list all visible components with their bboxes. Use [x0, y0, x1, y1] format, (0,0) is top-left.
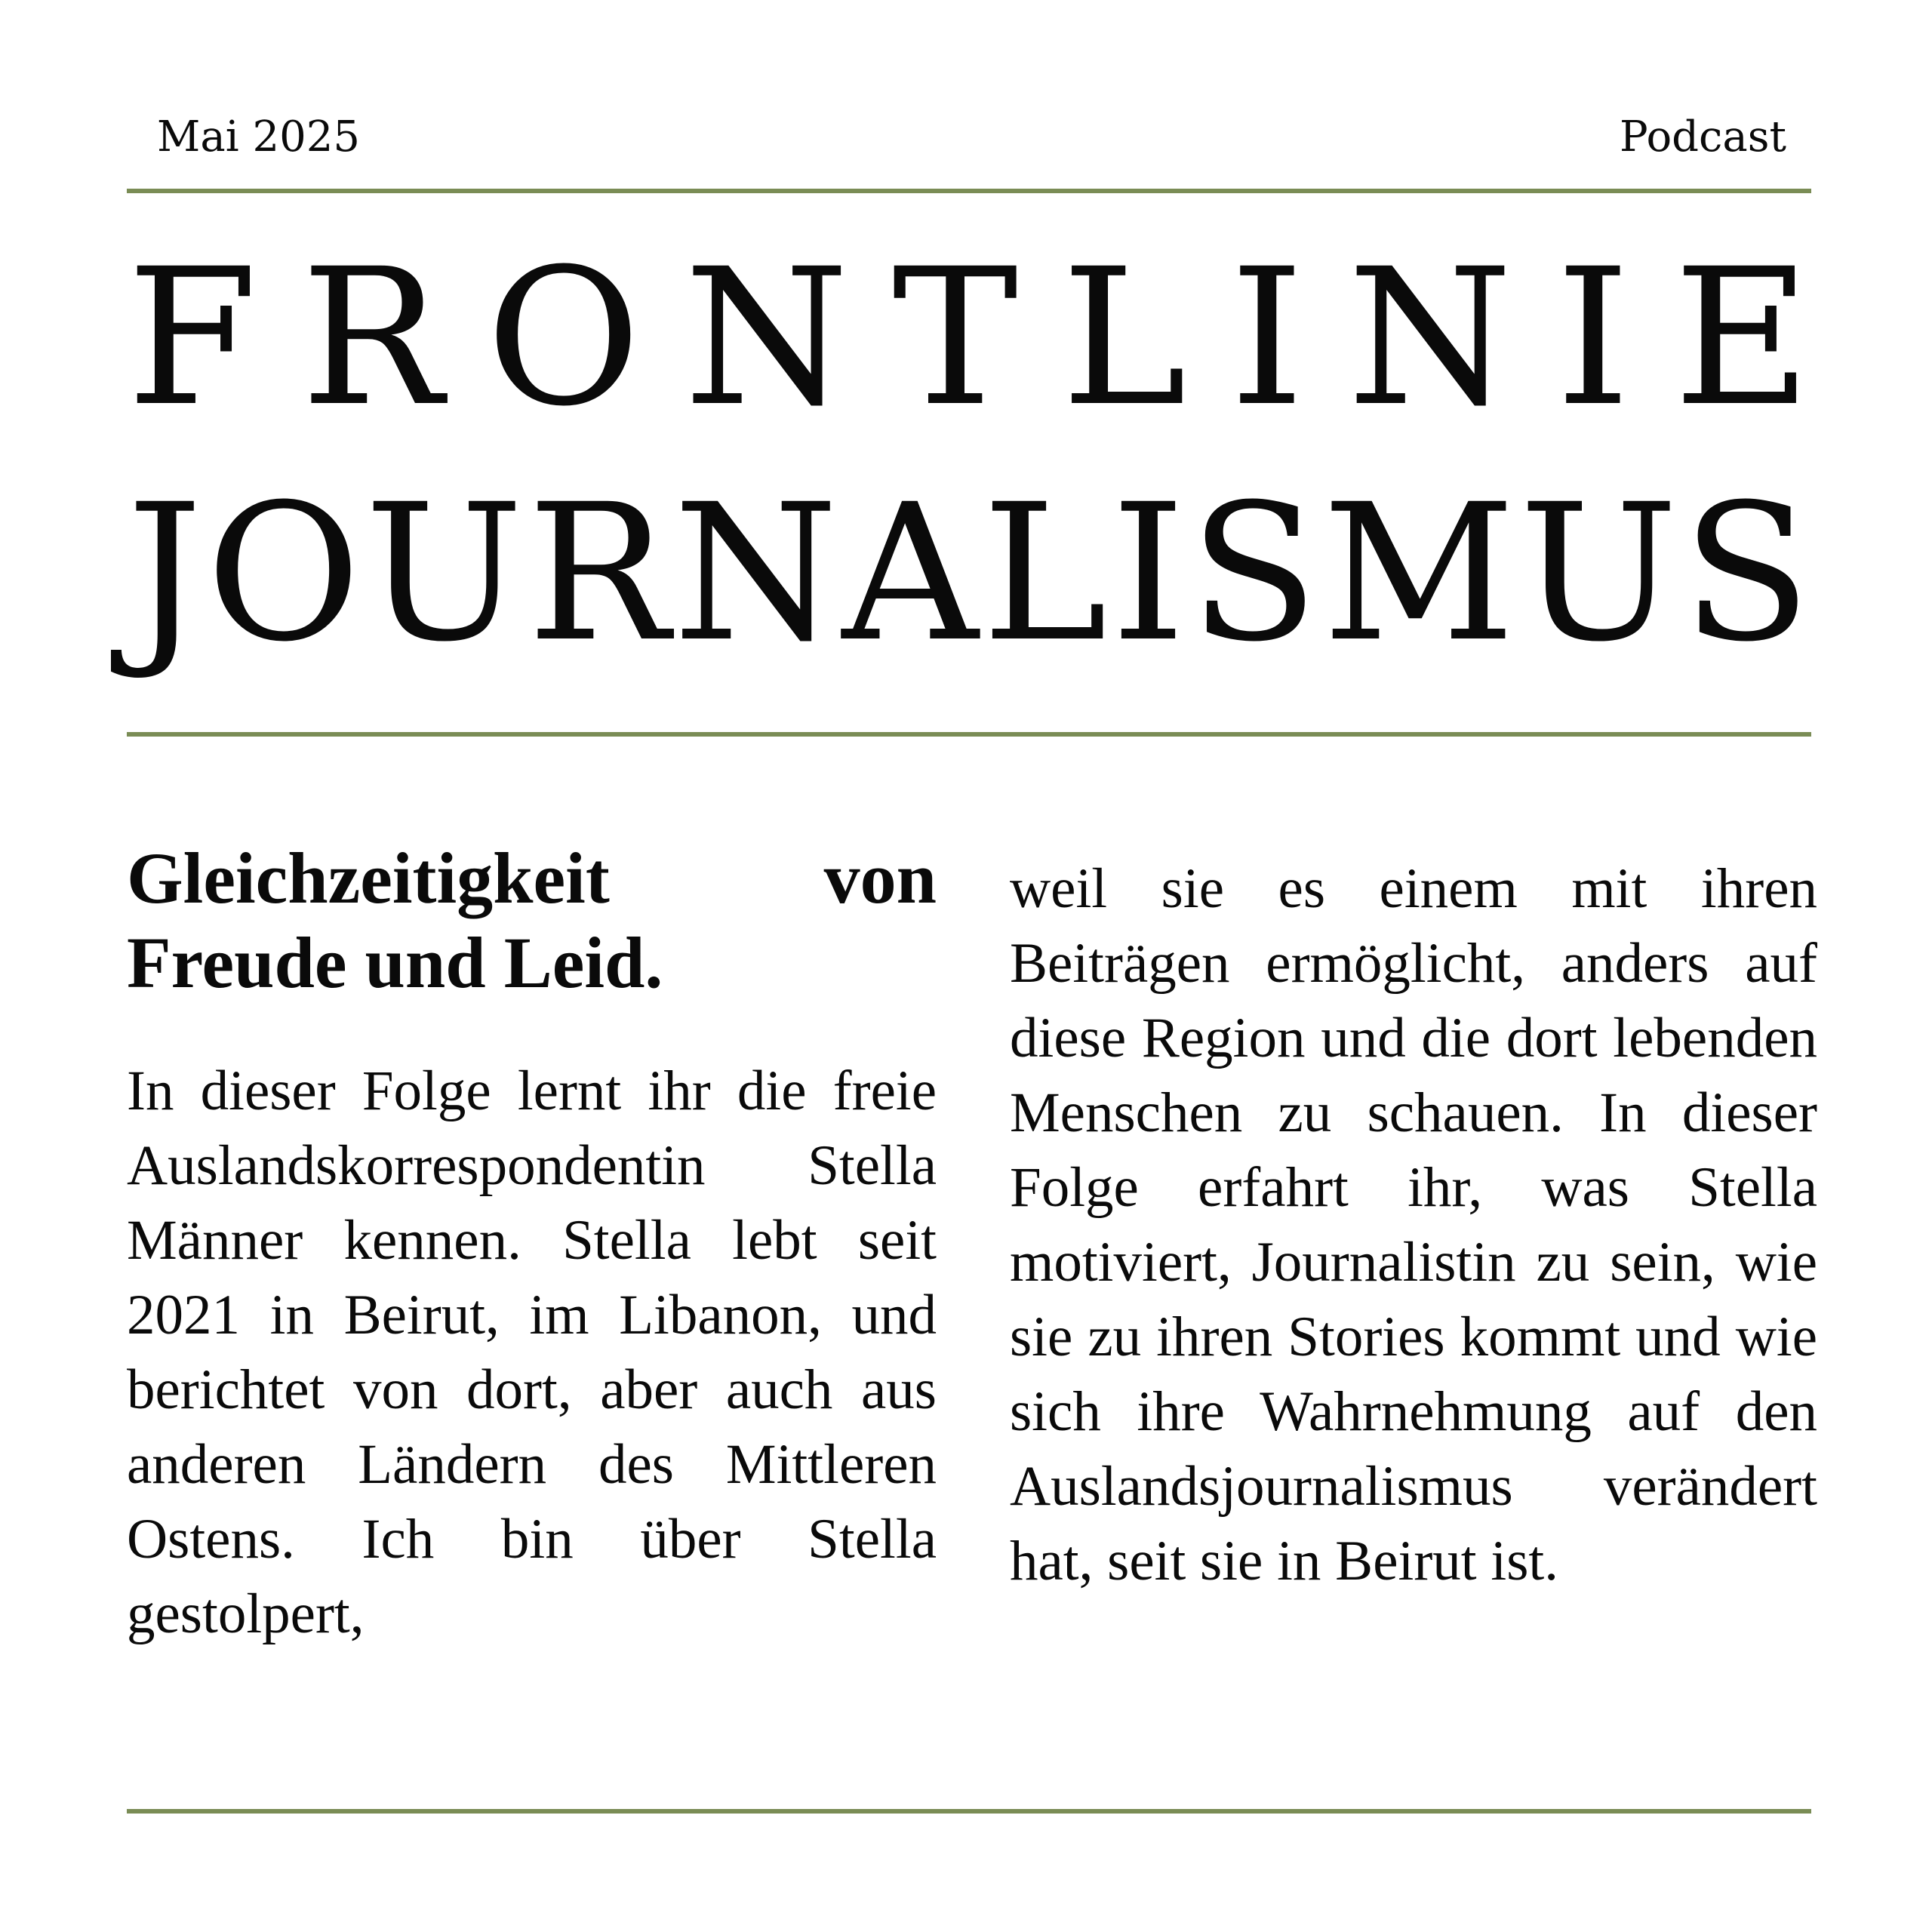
issue-date: Mai 2025: [157, 112, 360, 162]
title-letter: I: [1555, 228, 1631, 448]
title-letter: S: [1189, 463, 1319, 683]
title-letter: U: [1519, 463, 1678, 683]
article-text-right: weil sie es einem mit ihren Beiträgen ermöglicht, anders auf diese Region und die dort lebenden Menschen zu schauen. In dieser Folge erfahrt ihr, was Stella motiviert, Journalistin zu sein, wie sie zu ihren Stories kommt und wie sich ihre Wahrnehmung auf den Auslandsjournalismus verändert hat, seit sie in Beirut ist.: [1010, 857, 1817, 1592]
title-letter: J: [127, 463, 203, 683]
title-letter: N: [684, 228, 850, 448]
article-column-left: [127, 836, 937, 1651]
title-letter: I: [1111, 463, 1186, 683]
title-letter: L: [1061, 228, 1187, 448]
article-column-right: [1010, 851, 1817, 1598]
title-letter: N: [1347, 228, 1513, 448]
title-letter: R: [527, 463, 669, 683]
title-letter: U: [365, 463, 524, 683]
top-divider: [127, 189, 1811, 193]
title-letter: R: [300, 228, 443, 448]
title-letter: L: [982, 463, 1108, 683]
title-letter: I: [1229, 228, 1305, 448]
title-line-1: [127, 228, 1811, 448]
article-text-left: In dieser Folge lernt ihr die freie Auslandskorrespondentin Stella Männer kennen. Stella lebt seit 2021 in Beirut, im Libanon, und berichtet von dort, aber auch aus anderen Ländern des Mittleren Ostens. Ich bin über Stella gestolpert,: [127, 1060, 937, 1645]
title-letter: E: [1673, 228, 1811, 448]
article-subheading: Gleichzeitigkeit von Freude und Leid.: [127, 838, 937, 1003]
title-letter: O: [486, 228, 641, 448]
title-line-2: [127, 463, 1811, 683]
bottom-divider: [127, 1809, 1811, 1814]
title-letter: T: [892, 228, 1019, 448]
title-letter: O: [206, 463, 361, 683]
title-letter: F: [127, 228, 258, 448]
title-letter: N: [672, 463, 838, 683]
title-letter: M: [1322, 463, 1516, 683]
title-divider: [127, 732, 1811, 737]
title-letter: S: [1681, 463, 1811, 683]
category-label: Podcast: [1620, 112, 1786, 162]
title-letter: A: [841, 463, 979, 683]
